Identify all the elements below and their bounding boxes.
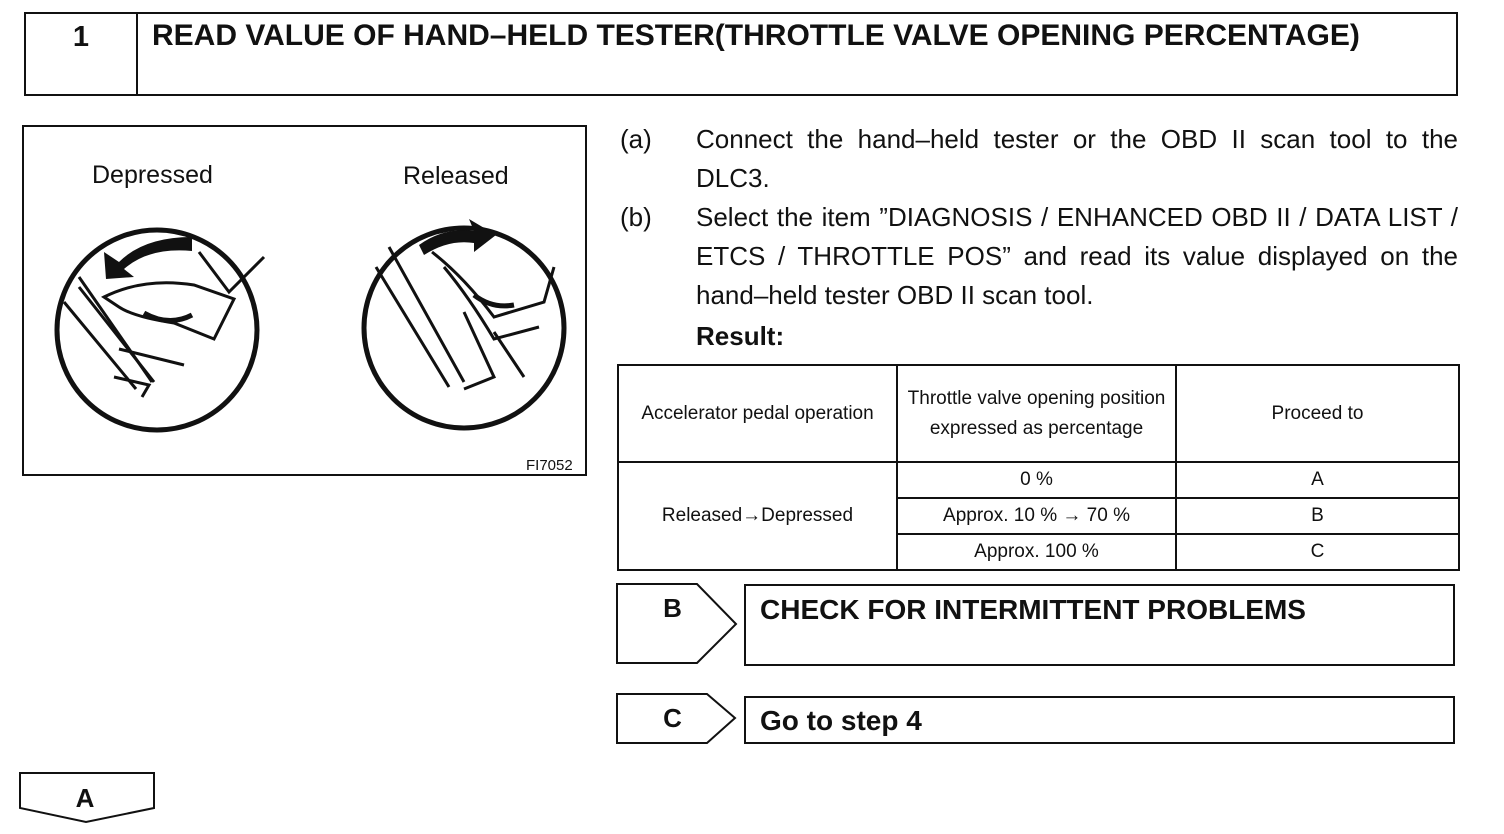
table-header-cell: Throttle valve opening position expressed as percentage <box>897 365 1176 462</box>
figure-code: FI7052 <box>526 457 573 474</box>
step-title: READ VALUE OF HAND–HELD TESTER(THROTTLE VALVE OPENING PERCENTAGE) <box>152 19 1360 52</box>
table-cell: B <box>1176 498 1459 534</box>
table-row <box>618 462 1459 498</box>
branch-b-title: CHECK FOR INTERMITTENT PROBLEMS <box>760 594 1306 625</box>
table-cell: A <box>1176 462 1459 498</box>
released-label: Released <box>403 162 509 190</box>
table-header-cell: Proceed to <box>1176 365 1459 462</box>
step-header <box>24 12 1458 96</box>
table-cell: Approx. 100 % <box>897 534 1176 570</box>
branch-c-title: Go to step 4 <box>760 705 922 736</box>
operation-cell: Released→Depressed <box>618 462 897 570</box>
table-cell: C <box>1176 534 1459 570</box>
step-number: 1 <box>26 14 138 94</box>
pedal-drawing <box>24 127 585 474</box>
pedal-illustration <box>22 125 587 476</box>
branch-c-box <box>744 696 1455 744</box>
result-table <box>617 364 1460 571</box>
table-cell: Approx. 10 % → 70 % <box>897 498 1176 534</box>
depressed-label: Depressed <box>92 161 213 189</box>
branch-c-letter: C <box>663 703 682 733</box>
depressed-pedal-icon <box>57 230 264 430</box>
branch-b-letter: B <box>663 593 682 623</box>
branch-b-box <box>744 584 1455 666</box>
step-b-letter: (b) <box>620 202 652 232</box>
table-header-cell: Accelerator pedal operation <box>618 365 897 462</box>
table-cell: 0 % <box>897 462 1176 498</box>
result-label: Result: <box>696 321 785 351</box>
press-arrow-icon <box>104 237 192 279</box>
table-header-row <box>618 365 1459 462</box>
release-arrow-icon <box>419 219 496 255</box>
step-a-text: Connect the hand–held tester or the OBD II scan tool to the DLC3. <box>696 124 1458 193</box>
step-a-letter: (a) <box>620 124 652 154</box>
step-b-text: Select the item ”DIAGNOSIS / ENHANCED OBD II / DATA LIST / ETCS / THROTTLE POS” and read its value displayed on the hand–held tester OBD II scan tool. <box>696 202 1458 310</box>
released-pedal-icon <box>364 228 564 428</box>
branch-a-letter: A <box>75 783 95 813</box>
